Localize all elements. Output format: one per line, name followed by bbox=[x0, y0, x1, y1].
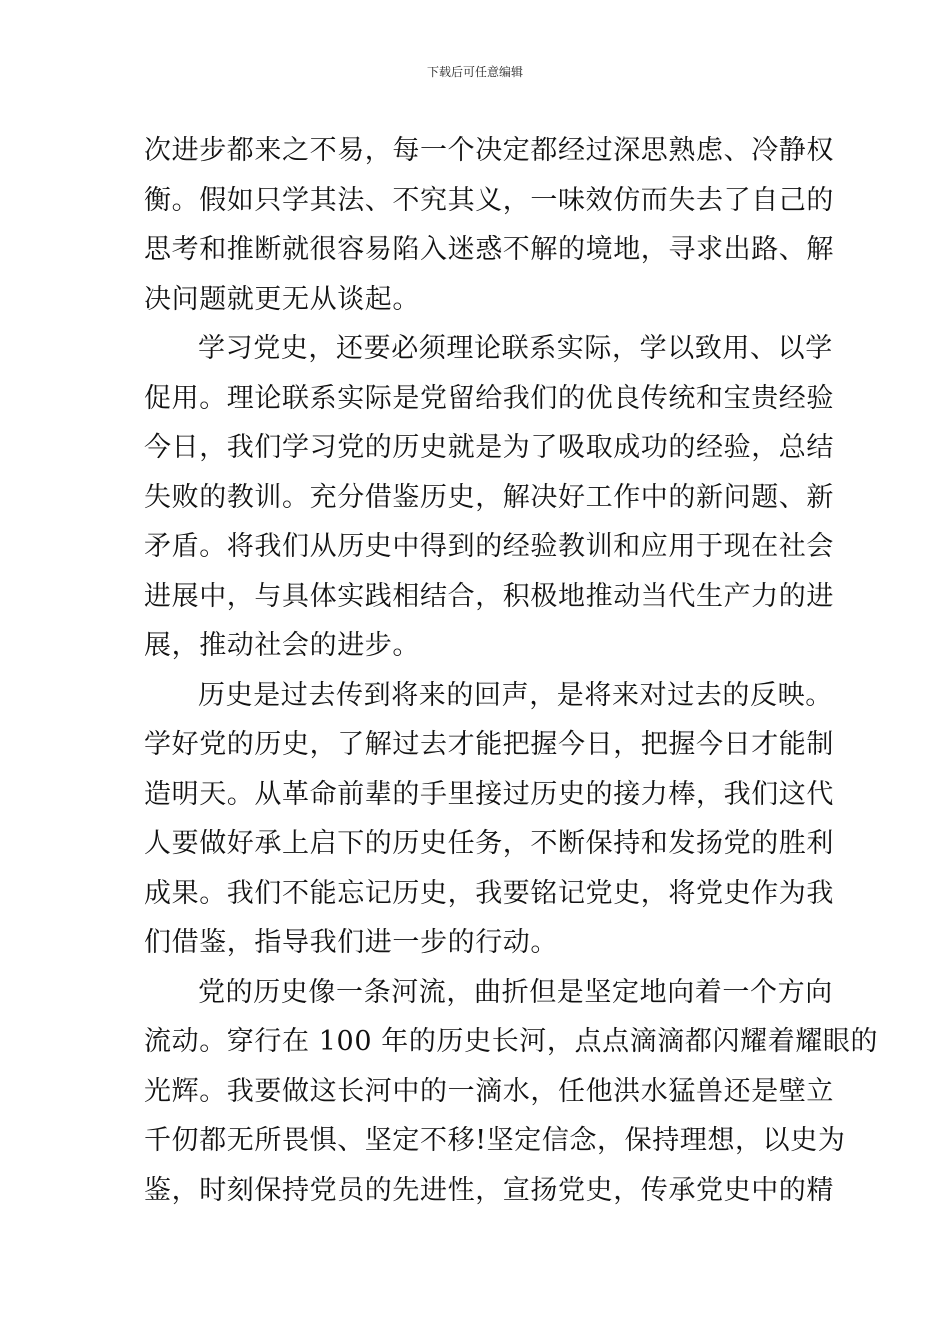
text-line: 矛盾。将我们从历史中得到的经验教训和应用于现在社会 bbox=[144, 531, 834, 562]
text-line: 成果。我们不能忘记历史，我要铭记党史，将党史作为我 bbox=[144, 877, 834, 909]
text-line: 进展中，与具体实践相结合，积极地推动当代生产力的进 bbox=[144, 580, 834, 612]
text-line: 展，推动社会的进步。 bbox=[144, 630, 420, 661]
text-line: 衡。假如只学其法、不究其义，一味效仿而失去了自己的 bbox=[144, 184, 834, 216]
text-line: 人要做好承上启下的历史任务，不断保持和发扬党的胜利 bbox=[144, 828, 834, 859]
text-line: 造明天。从革命前辈的手里接过历史的接力棒，我们这代 bbox=[144, 778, 834, 810]
paragraph-first-line: 学习党史，还要必须理论联系实际，学以致用、以学 bbox=[198, 333, 833, 364]
paragraph-first-line: 历史是过去传到将来的回声，是将来对过去的反映。 bbox=[198, 679, 833, 711]
page-header-note: 下载后可任意编辑 bbox=[426, 65, 523, 79]
text-line: 促用。理论联系实际是党留给我们的优良传统和宝贵经验 bbox=[144, 382, 834, 414]
text-line: 学好党的历史，了解过去才能把握今日，把握今日才能制 bbox=[144, 729, 834, 760]
text-line: 失败的教训。充分借鉴历史，解决好工作中的新问题、新 bbox=[144, 481, 834, 513]
text-line: 决问题就更无从谈起。 bbox=[144, 283, 420, 315]
text-line: 光辉。我要做这长河中的一滴水，任他洪水猛兽还是壁立 bbox=[144, 1075, 834, 1107]
text-line: 次进步都来之不易，每一个决定都经过深思熟虑、冷静权 bbox=[144, 135, 834, 166]
text-line: 们借鉴，指导我们进一步的行动。 bbox=[144, 927, 558, 958]
paragraph-first-line: 党的历史像一条河流，曲折但是坚定地向着一个方向 bbox=[198, 976, 833, 1008]
text-line: 今日，我们学习党的历史就是为了吸取成功的经验，总结 bbox=[144, 432, 834, 463]
text-line: 流动。穿行在 100 年的历史长河，点点滴滴都闪耀着耀眼的 bbox=[144, 1026, 879, 1057]
text-line: 鉴，时刻保持党员的先进性，宣扬党史，传承党史中的精 bbox=[144, 1174, 834, 1206]
text-line: 思考和推断就很容易陷入迷惑不解的境地，寻求出路、解 bbox=[144, 234, 834, 265]
text-line: 千仞都无所畏惧、坚定不移!坚定信念，保持理想，以史为 bbox=[144, 1125, 846, 1156]
document-body bbox=[144, 126, 879, 1215]
